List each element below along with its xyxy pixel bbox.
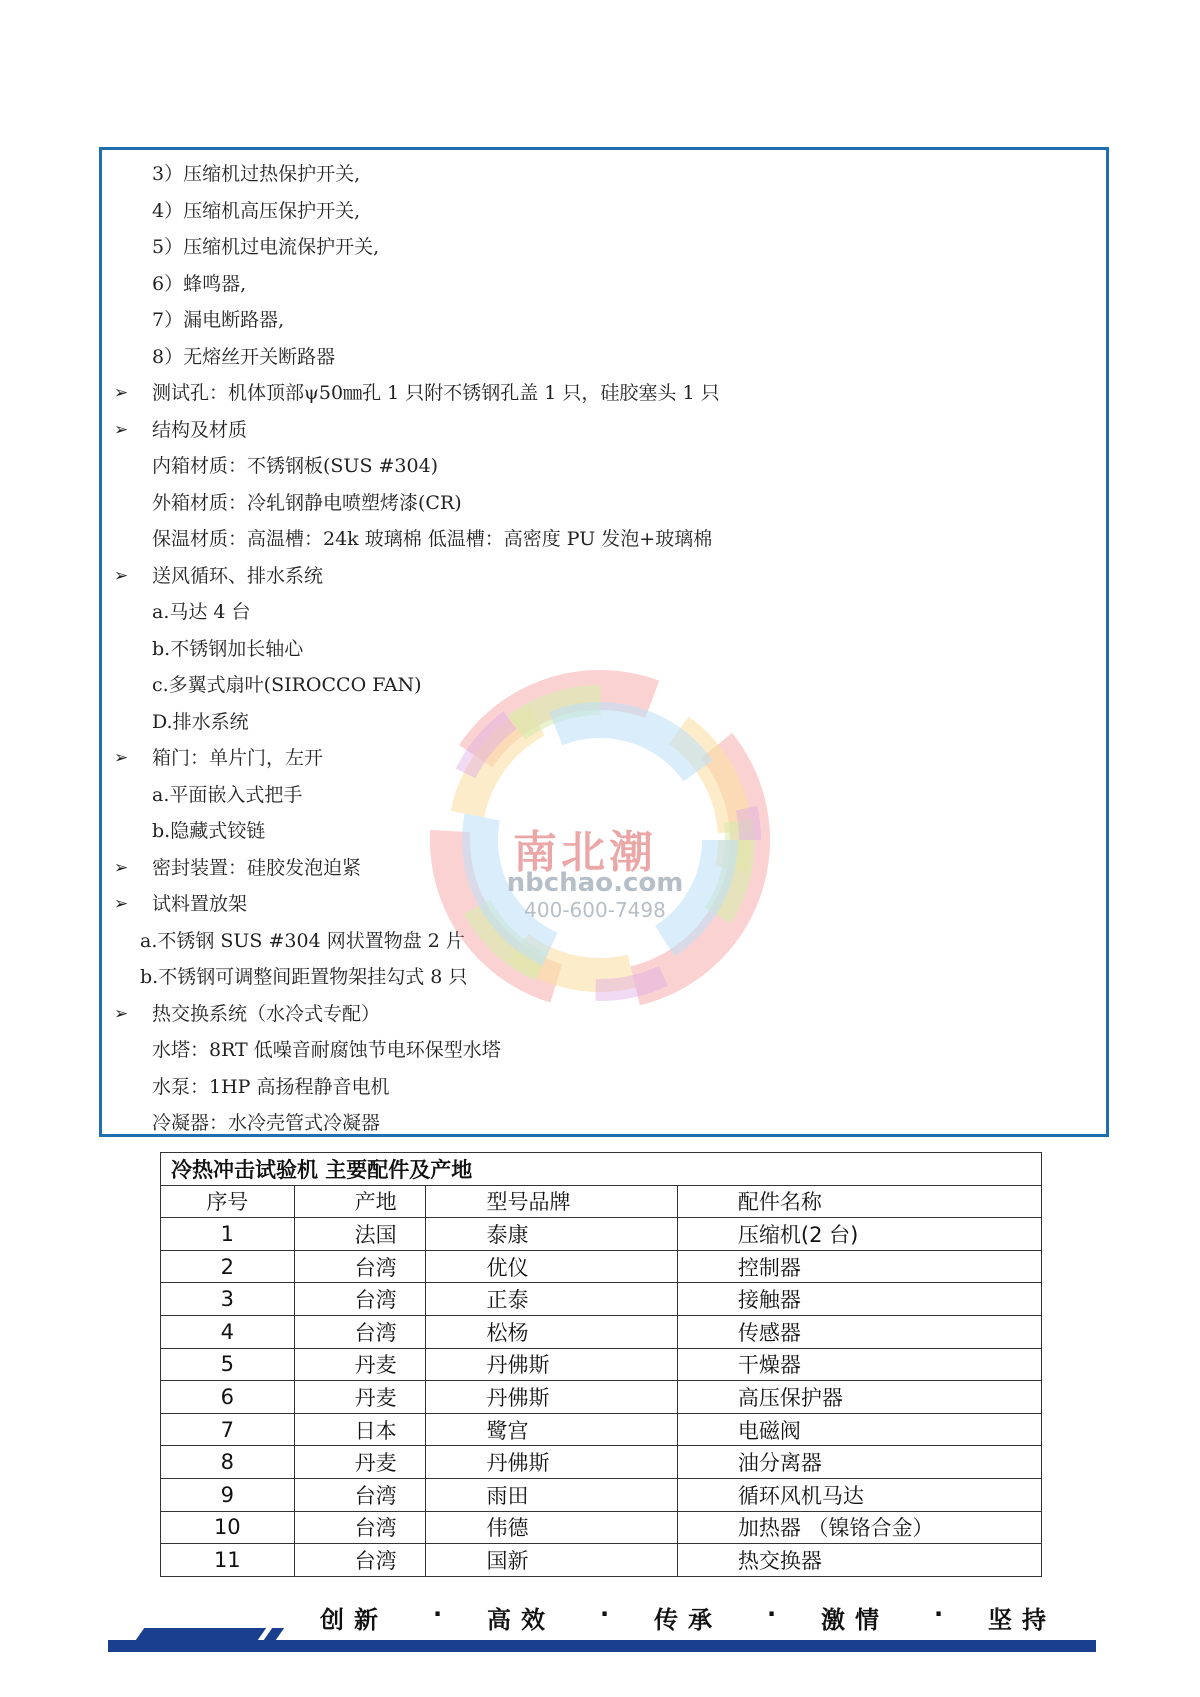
slogan-word: 坚持 <box>988 1606 1056 1634</box>
cell-origin: 台湾 <box>294 1478 426 1511</box>
cell-index: 4 <box>161 1315 295 1348</box>
cell-origin: 台湾 <box>294 1315 426 1348</box>
table-row <box>161 1315 1042 1348</box>
bullet-icon: ➢ <box>114 419 129 440</box>
bullet-icon: ➢ <box>114 565 129 586</box>
cell-brand: 伟德 <box>426 1511 677 1544</box>
spec-item: 4）压缩机高压保护开关, <box>152 199 361 222</box>
footer-stripe <box>264 1628 284 1640</box>
watermark-phone: 400-600-7498 <box>524 898 666 922</box>
spec-heading: 测试孔：机体顶部ψ50㎜孔 1 只附不锈钢孔盖 1 只，硅胶塞头 1 只 <box>152 382 720 404</box>
cell-origin: 台湾 <box>294 1250 426 1283</box>
cell-part-name: 干燥器 <box>677 1348 1041 1381</box>
slogan-word: 传承 <box>654 1606 722 1634</box>
spec-item: 3）压缩机过热保护开关, <box>152 163 361 185</box>
header-origin: 产地 <box>294 1185 426 1218</box>
slogan-word: 高效 <box>487 1606 555 1634</box>
cell-brand: 优仪 <box>426 1250 677 1283</box>
table-row <box>161 1283 1042 1316</box>
cell-origin: 丹麦 <box>294 1446 426 1479</box>
table-row <box>161 1478 1042 1511</box>
cell-index: 8 <box>161 1446 295 1479</box>
spec-item: a.平面嵌入式把手 <box>152 783 303 806</box>
spec-item: 7）漏电断路器, <box>152 309 285 331</box>
spec-item: a.不锈钢 SUS #304 网状置物盘 2 片 <box>140 929 465 952</box>
cell-index: 7 <box>161 1413 295 1446</box>
cell-part-name: 循环风机马达 <box>677 1478 1041 1511</box>
bullet-icon: ➢ <box>114 383 129 403</box>
bullet-icon: ➢ <box>114 1003 129 1024</box>
slogan-separator: · <box>767 1600 777 1628</box>
cell-brand: 正泰 <box>426 1283 677 1316</box>
spec-item: b.不锈钢可调整间距置物架挂勾式 8 只 <box>140 966 468 988</box>
footer-bar <box>108 1640 1096 1652</box>
table-row <box>161 1544 1042 1577</box>
slogan-separator: · <box>600 1600 610 1628</box>
cell-brand: 国新 <box>426 1544 677 1577</box>
table-row <box>161 1250 1042 1283</box>
spec-box <box>99 147 1109 1137</box>
table-body <box>161 1218 1042 1577</box>
cell-origin: 丹麦 <box>294 1381 426 1414</box>
spec-heading: 箱门：单片门，左开 <box>152 747 324 769</box>
header-brand: 型号品牌 <box>426 1185 677 1218</box>
table-row <box>161 1381 1042 1414</box>
header-part-name: 配件名称 <box>677 1185 1041 1218</box>
footer-slogan <box>320 1600 1060 1636</box>
spec-heading: 密封装置：硅胶发泡迫紧 <box>152 856 362 879</box>
cell-index: 5 <box>161 1348 295 1381</box>
cell-origin: 台湾 <box>294 1511 426 1544</box>
cell-index: 3 <box>161 1283 295 1316</box>
cell-brand: 泰康 <box>426 1218 677 1251</box>
spec-item: 冷凝器：水冷壳管式冷凝器 <box>152 1112 381 1134</box>
cell-part-name: 油分离器 <box>677 1446 1041 1479</box>
bullet-icon: ➢ <box>114 857 129 878</box>
slogan-separator: · <box>433 1600 443 1628</box>
cell-brand: 鹭宫 <box>426 1413 677 1446</box>
cell-part-name: 电磁阀 <box>677 1413 1041 1446</box>
cell-brand: 雨田 <box>426 1478 677 1511</box>
cell-part-name: 压缩机(2 台) <box>677 1218 1041 1251</box>
cell-origin: 法国 <box>294 1218 426 1251</box>
spec-item: c.多翼式扇叶(SIROCCO FAN) <box>152 674 422 696</box>
cell-part-name: 加热器 （镍铬合金） <box>677 1511 1041 1544</box>
spec-item: 内箱材质：不锈钢板(SUS #304) <box>152 455 439 477</box>
cell-part-name: 热交换器 <box>677 1544 1041 1577</box>
header-index: 序号 <box>161 1185 295 1218</box>
watermark-brand: 南北潮 <box>513 827 657 878</box>
spec-heading: 试料置放架 <box>152 893 248 915</box>
cell-origin: 丹麦 <box>294 1348 426 1381</box>
spec-item: 5）压缩机过电流保护开关, <box>152 236 380 258</box>
cell-index: 6 <box>161 1381 295 1414</box>
spec-item: 水塔：8RT 低噪音耐腐蚀节电环保型水塔 <box>152 1039 501 1061</box>
slogan-separator: · <box>934 1600 944 1628</box>
cell-origin: 台湾 <box>294 1283 426 1316</box>
table-header-row <box>161 1185 1042 1218</box>
spec-item: 外箱材质：冷轧钢静电喷塑烤漆(CR) <box>152 491 462 514</box>
cell-index: 9 <box>161 1478 295 1511</box>
cell-part-name: 高压保护器 <box>677 1381 1041 1414</box>
cell-part-name: 接触器 <box>677 1283 1041 1316</box>
table-title-row <box>161 1153 1042 1186</box>
table-row <box>161 1348 1042 1381</box>
cell-index: 10 <box>161 1511 295 1544</box>
cell-brand: 松杨 <box>426 1315 677 1348</box>
spec-item: 水泵：1HP 高扬程静音电机 <box>152 1075 390 1098</box>
spec-item: D.排水系统 <box>152 710 249 733</box>
cell-index: 1 <box>161 1218 295 1251</box>
cell-index: 2 <box>161 1250 295 1283</box>
cell-brand: 丹佛斯 <box>426 1446 677 1479</box>
spec-item: 6）蜂鸣器, <box>152 272 247 295</box>
table-row <box>161 1218 1042 1251</box>
spec-heading: 送风循环、排水系统 <box>152 564 324 587</box>
cell-part-name: 传感器 <box>677 1315 1041 1348</box>
spec-item: 保温材质：高温槽：24k 玻璃棉 低温槽：高密度 PU 发泡+玻璃棉 <box>152 528 713 550</box>
cell-brand: 丹佛斯 <box>426 1381 677 1414</box>
cell-part-name: 控制器 <box>677 1250 1041 1283</box>
table-row <box>161 1446 1042 1479</box>
cell-origin: 台湾 <box>294 1544 426 1577</box>
spec-heading: 热交换系统（水冷式专配） <box>152 1002 381 1025</box>
cell-index: 11 <box>161 1544 295 1577</box>
spec-heading: 结构及材质 <box>152 418 248 441</box>
parts-table <box>160 1152 1042 1577</box>
watermark-domain: nbchao.com <box>506 868 684 898</box>
bullet-icon: ➢ <box>114 748 129 768</box>
table-row <box>161 1413 1042 1446</box>
table-title: 冷热冲击试验机 主要配件及产地 <box>161 1153 1042 1186</box>
spec-item: b.隐藏式铰链 <box>152 820 266 842</box>
footer-stripe <box>136 1628 259 1640</box>
table-row <box>161 1511 1042 1544</box>
cell-brand: 丹佛斯 <box>426 1348 677 1381</box>
slogan-word: 创新 <box>320 1606 388 1634</box>
spec-item: b.不锈钢加长轴心 <box>152 637 304 660</box>
cell-origin: 日本 <box>294 1413 426 1446</box>
bullet-icon: ➢ <box>114 894 129 914</box>
slogan-word: 激情 <box>821 1606 889 1634</box>
spec-item: a.马达 4 台 <box>152 601 251 623</box>
spec-item: 8）无熔丝开关断路器 <box>152 345 336 368</box>
